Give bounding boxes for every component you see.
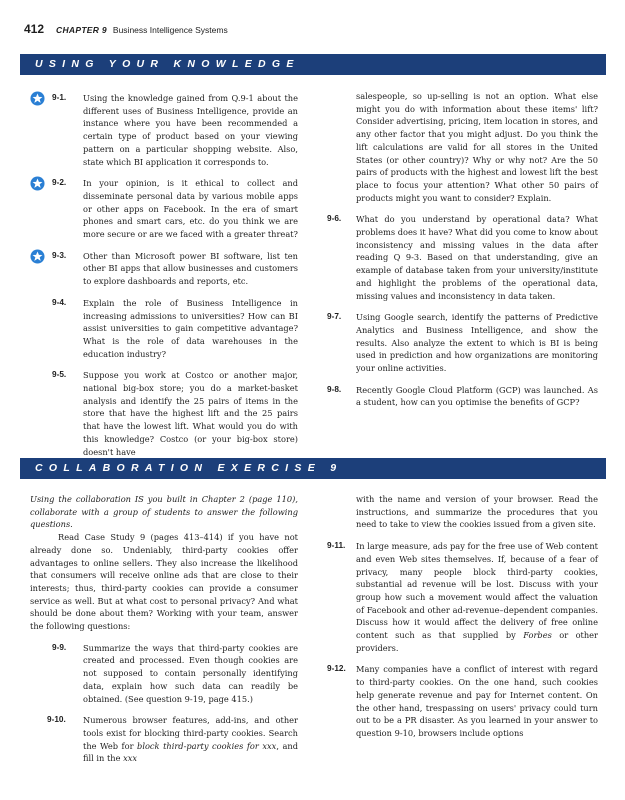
- question-number: 9-12.: [327, 664, 346, 674]
- collab-paragraph: Read Case Study 9 (pages 413–414) if you have not already done so. Undeniably, third-party cookies offer advantages to online sellers. They also increase the likelihood that consumers will receive online ads that are close to their interests; thus, third-party cookies can provide a consumer service as well. But at what cost to personal privacy? And what should be done about them? Working with your team, answer the following questions:: [30, 532, 298, 632]
- collab-column-left: [30, 493, 298, 774]
- page-number: 412: [24, 22, 45, 36]
- question-9-5: [30, 369, 298, 458]
- question-text: In your opinion, is it ethical to collect and disseminate personal data by various mobile apps or other apps on Facebook. In the era of smart phones and smart cars, etc. do you think we are more secure or are we faced with a greater threat?: [83, 178, 298, 240]
- question-number: 9-7.: [327, 312, 342, 322]
- section-banner-knowledge: USING YOUR KNOWLEDGE: [20, 54, 606, 75]
- question-text-a: Numerous browser features, add-ins, and other tools exist for blocking third-party cookies. Search the Web for: [83, 715, 298, 751]
- question-text: Other than Microsoft power BI software, list ten other BI apps that allow businesses and customers to explore dashboards and reports, etc.: [83, 250, 298, 287]
- question-text: Explain the role of Business Intelligence in increasing admissions to universities? How can BI assist universities to gain competitive advantage? What is the role of data warehouses in the education industry?: [83, 297, 298, 359]
- question-9-3: [30, 250, 298, 288]
- question-9-10-continued: with the name and version of your browser. Read the instructions, and summarize the procedures that you need to take to view the cookies issued from a given site.: [356, 494, 598, 530]
- question-9-7: [327, 311, 598, 375]
- question-number: 9-9.: [52, 642, 67, 652]
- question-text-emphasis: Forbes: [523, 630, 552, 641]
- question-text: Recently Google Cloud Platform (GCP) was launched. As a student, how can you optimise the benefits of GCP?: [356, 384, 598, 408]
- question-number: 9-2.: [52, 178, 67, 188]
- question-9-9: [30, 642, 298, 706]
- question-9-4: [30, 297, 298, 361]
- chapter-label: CHAPTER 9: [56, 25, 107, 35]
- question-9-5-continued: salespeople, so up-selling is not an option. What else might you do with information about these items' lift? Consider advertising, pricing, item location in stores, and any other factor that you might adjust. Do you think the lift calculations are valid for all stores in the United States (or other country)? Why or why not? Are the 50 pairs of products with the highest and lowest lift the best place to focus your attention? What other 50 pairs of products might you want to consider? Explain.: [356, 91, 598, 203]
- question-number: 9-6.: [327, 214, 342, 224]
- question-9-8: [327, 384, 598, 409]
- question-text-emphasis: block third-party cookies for xxx: [137, 740, 277, 751]
- collab-intro: Using the collaboration IS you built in Chapter 2 (page 110), collaborate with a group of students to answer the following questions.: [30, 494, 298, 530]
- question-9-11: [327, 540, 598, 654]
- page-header: [24, 22, 228, 36]
- question-text: Using Google search, identify the patterns of Predictive Analytics and Business Intelligence, and show the results. Also analyze the extent to which is BI is being used in prediction and how organizations are monitoring your online activities.: [356, 312, 598, 374]
- question-text: Summarize the ways that third-party cookies are created and processed. Even though cookies are not supposed to contain personally identifying data, explain how such data can readily be obtained. (See question 9-19, page 415.): [83, 642, 298, 704]
- question-number: 9-4.: [52, 297, 67, 307]
- question-text: What do you understand by operational data? What problems does it have? What did you come to know about inconsistency and missing values in the data after reading Q 9-3. Based on that understanding, give an example of database taken from your university/institute and highlight the problems of the operational data, missing values and inconsistency in data taken.: [356, 214, 598, 301]
- star-icon: [30, 249, 45, 264]
- question-9-2: [30, 177, 298, 241]
- question-number: 9-11.: [327, 541, 346, 551]
- chapter-title: Business Intelligence Systems: [112, 25, 228, 35]
- question-text: Many companies have a conflict of interest with regard to third-party cookies. On the one hand, such cookies help generate revenue and pay for Internet content. On the other hand, trespassing on users' privacy could turn out to be a PR disaster. As you learned in your answer to question 9-10, browsers include options: [356, 664, 598, 738]
- star-icon: [30, 176, 45, 191]
- question-number: 9-8.: [327, 384, 342, 394]
- knowledge-column-right: [327, 90, 598, 418]
- question-9-10: [30, 714, 298, 765]
- question-9-12: [327, 663, 598, 739]
- section-banner-collaboration: COLLABORATION EXERCISE 9: [20, 458, 606, 479]
- question-text-b: or other providers.: [356, 630, 598, 653]
- question-9-6: [327, 213, 598, 302]
- question-number: 9-5.: [52, 370, 67, 380]
- question-text-a: In large measure, ads pay for the free use of Web content and even Web sites themselves. If, because of a fear of privacy, many people block third-party cookies, substantial ad revenue will be lost. Discuss with your group how such a movement would affect the valuation of Facebook and other ad-revenue–dependent companies. Discuss how it would affect the delivery of free online content such as that supplied by: [356, 541, 598, 641]
- question-number: 9-3.: [52, 250, 67, 260]
- question-number: 9-10.: [47, 715, 66, 725]
- question-9-1: [30, 92, 298, 168]
- knowledge-column-left: [30, 92, 298, 467]
- question-text-b: , and fill in the: [83, 740, 298, 764]
- question-number: 9-1.: [52, 93, 67, 102]
- star-icon: [30, 91, 45, 106]
- question-text: Suppose you work at Costco or another major, national big-box store; you do a market-basket analysis and identify the 25 pairs of items in the store that have the highest lift and the 25 pairs that have the lowest lift. What would you do with this knowledge? Costco (or your big-box store) doesn't have: [83, 370, 298, 457]
- question-text-emphasis-2: xxx: [123, 753, 138, 764]
- collab-column-right: [327, 493, 598, 749]
- question-text: Using the knowledge gained from Q.9-1 about the different uses of Business Intelligence, provide an instance where you have been recommended a certain type of product based on your viewing pattern on a particular shopping website. Also, state which BI application it corresponds to.: [83, 93, 298, 167]
